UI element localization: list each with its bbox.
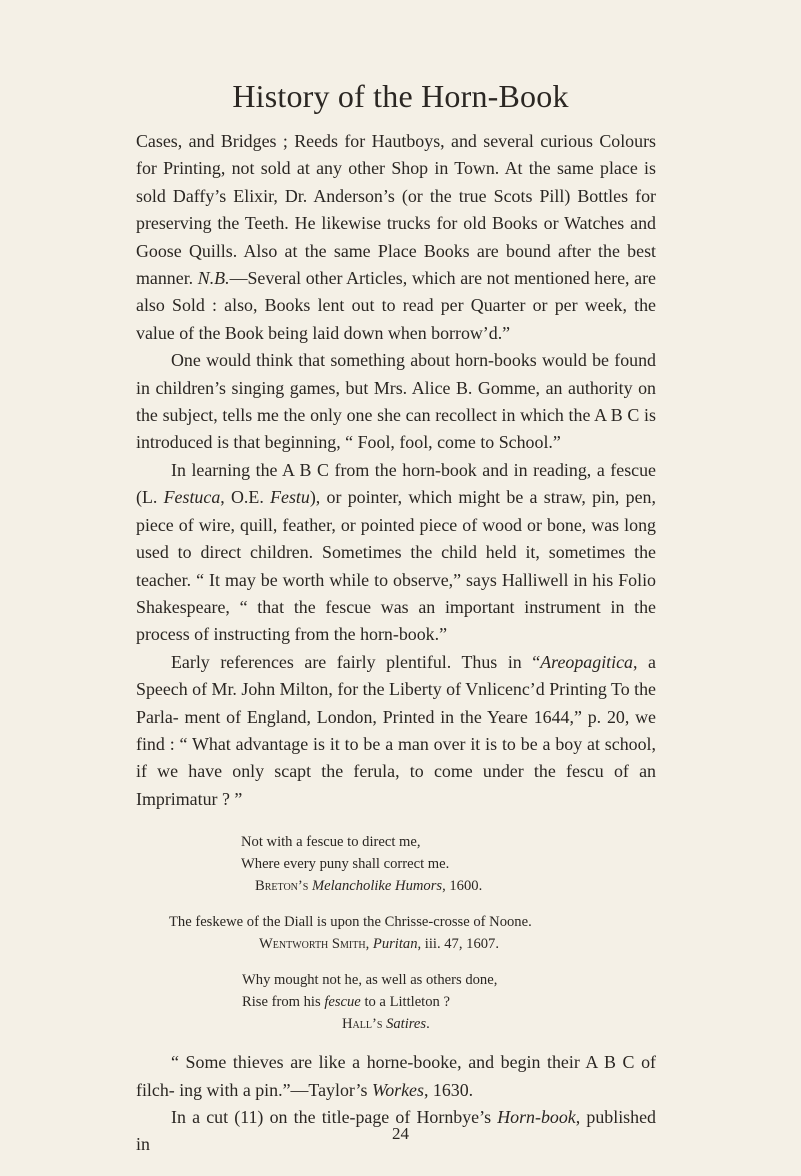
verse-quote (136, 831, 656, 897)
paragraph-3: In learning the A B C from the horn-book and in reading, a fescue (L. Festuca, O.E. Festu), or pointer, which might be a straw, pin, pen, piece of wire, quill, feather, or pointed piece of wood or bone, was long used to direct children. Sometimes the child held it, sometimes the teacher. “ It may be worth while to observe,” says Halliwell in his Folio Shakespeare, “ that the fescue was an important instrument in the process of instructing from the horn-book.” (136, 459, 656, 645)
verse-quote (136, 911, 656, 955)
verse-citation: Breton’s Melancholike Humors, 1600. (255, 878, 483, 895)
verse-quote (136, 969, 656, 1035)
verse-line: Rise from his fescue to a Littleton ? (242, 994, 450, 1011)
paragraph-6: In a cut (11) on the title-page of Hornbye’s Horn-book, published in (136, 1106, 656, 1155)
paragraph-4: Early references are fairly plentiful. Thus in “Areopagitica, a Speech of Mr. John Milton, for the Liberty of Vnlicenc’d Printing To the Parla- ment of England, London, Printed in the Yeare 1644,” p. 20, we find : “ What advantage is it to be a man over it is to be a boy at school, if we have only scapt the ferula, to come under the fescu of an Imprimatur ? ” (136, 651, 656, 809)
verse-line: Not with a fescue to direct me, (241, 834, 421, 851)
verse-line: Where every puny shall correct me. (241, 856, 450, 873)
paragraph-2: One would think that something about horn-books would be found in children’s singing games, but Mrs. Alice B. Gomme, an authority on the subject, tells me the only one she can recollect in which the A B C is introduced is that beginning, “ Fool, fool, come to School.” (136, 350, 656, 453)
paragraph-1: Cases, and Bridges ; Reeds for Hautboys, and several curious Colours for Printing, not sold at any other Shop in Town. At the same place is sold Daffy’s Elixir, Dr. Anderson’s (or the true Scots Pill) Bottles for preserving the Teeth. He likewise trucks for old Books or Watches and Goose Quills. Also at the same Place Books are bound after the best manner. N.B.—Several other Articles, which are not mentioned here, are also Sold : also, Books lent out to read per Quarter or per week, the value of the Book being laid down when borrow’d.” (136, 131, 656, 343)
verse-quotations (136, 831, 656, 1035)
body-text (136, 128, 656, 1159)
verse-citation: Hall’s Satires. (342, 1016, 430, 1033)
verse-line: The feskewe of the Diall is upon the Chrisse-crosse of Noone. (169, 914, 532, 931)
verse-citation: Wentworth Smith, Puritan, iii. 47, 1607. (259, 936, 499, 953)
verse-line: Why mought not he, as well as others done, (242, 972, 498, 989)
page-title: History of the Horn-Book (232, 78, 569, 114)
page-number: 24 (392, 1124, 409, 1143)
paragraph-5: “ Some thieves are like a horne-booke, and begin their A B C of filch- ing with a pin.”—Taylor’s Workes, 1630. (136, 1052, 656, 1100)
